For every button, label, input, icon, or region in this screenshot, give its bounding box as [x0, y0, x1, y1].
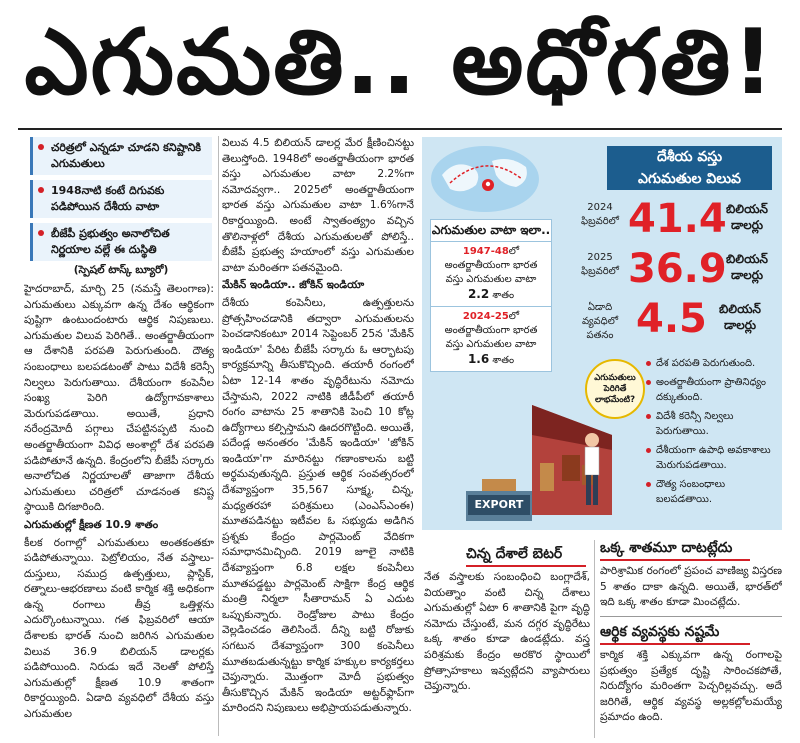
- article-column-1: [24, 282, 214, 737]
- subheading: ఎగుమతుల్లో క్షీణత 10.9 శాతం: [24, 518, 159, 531]
- column-divider: [218, 136, 219, 736]
- share-1948: 1947-48లో అంతర్జాతీయంగా భారత వస్తు ఎగుమతుల వాటా 2.2 శాతం: [444, 246, 538, 301]
- highlights-box: [30, 137, 212, 266]
- bullet-icon: [646, 380, 651, 385]
- article-paragraph: కీలక రంగాల్లో ఎగుమతులు అంతకంతకూ పడిపోతున్నాయి. పెట్రోలియం, నేత వస్త్రాలు-దుస్తులు, సముద్ర ఉత్పత్తులు, ప్లాస్టిక్, రత్నాలు-ఆభరణాలు వంటి కార్మిక శక్తి అధికంగా ఉన్న రంగాలు తీవ్ర ఒత్తిళ్లను ఎదుర్కొంటున్నాయి. గత ఫిబ్రవరిలో ఆయా దేశాలకు భారత్ నుంచి జరిగిన ఎగుమతుల విలువ 36.9 బిలియన్ డాలర్లకు పడిపోయింది. నిరుడు ఇదే నెలతో పోలిస్తే ఎగుమతుల్లో క్షీణత 10.9 శాతంగా రికార్డయ్యింది. ఏడాది వ్యవధిలో దేశీయ వస్తు ఎగుమతుల: [24, 536, 214, 721]
- stat-value: 36.9: [628, 246, 727, 292]
- globe-map-icon: [430, 145, 540, 213]
- question-bubble: ఎగుమతులు పెరిగితే లాభమేంటి?: [585, 359, 645, 419]
- benefits-list: [644, 356, 780, 511]
- infographic-title: దేశీయ వస్తు ఎగుమతుల విలువ: [607, 146, 772, 190]
- export-sign: EXPORT: [468, 495, 530, 515]
- stat-value: 41.4: [628, 196, 727, 242]
- headline: ఎగుమతి.. అధోగతి!: [24, 10, 776, 115]
- subheading: మేకిన్ ఇండియా.. జోకిన్ ఇండియా: [222, 279, 365, 292]
- economy-loss-text: కార్మిక శక్తి ఎక్కువగా ఉన్న రంగాలపై ప్రభుత్వం ప్రత్యేక దృష్టి సారించకపోతే, నిరుద్యోగం మరింతగా పెచ్చరిల్లవచ్చు. అదే జరిగితే, ఆర్థిక వ్యవస్థ అల్లకల్లోలమయ్యే ప్రమాదం ఉంది.: [600, 649, 782, 724]
- bullet-icon: [38, 187, 44, 193]
- stat-value: 4.5: [636, 296, 707, 342]
- highlight-item: బీజేపీ ప్రభుత్వం అనాలోచిత నిర్ణయాల వల్లే ఈ దుస్థితి: [30, 223, 212, 261]
- highlight-item: చరిత్రలో ఎన్నడూ చూడని కనిష్టానికి ఎగుమతులు: [30, 137, 212, 175]
- heading-underline: [600, 643, 750, 645]
- bullet-icon: [646, 414, 651, 419]
- stat-unit: బిలియన్ డాలర్లు: [719, 302, 761, 332]
- one-percent-text: పారిశ్రామిక రంగంలో ప్రపంచ వాణిజ్య విస్తరణ 5 శాతం దాకా ఉన్నది. అయితే, భారత్‌లో ఇది ఒక్క శాతం కూడా మించట్లేదు.: [600, 565, 782, 609]
- article-paragraph: హైదరాబాద్, మార్చి 25 (నమస్తే తెలంగాణ): ఎగుమతులు ఎక్కువగా ఉన్న దేశం ఆర్థికంగా పుష్టిగా ఉంటుందంటారు ఆర్థిక నిపుణులు. ఎగుమతుల విలువ పెరిగితే.. అంతర్జాతీయంగా ఆ దేశానికి పరపతి పెరుగుతుంది. దౌత్య సంబంధాలు బలపడటంతో పాటు విదేశీ కరెన్సీ నిల్వలు పెరుగుతాయి. దేశీయంగా కంపెనీల సంఖ్య పెరిగి ఉద్యోగావకాశాలు మెరుగుపడతాయి. అయితే, ప్రధాని నరేంద్రమోదీ పగ్గాలు చేపట్టినప్పటి నుంచి అంతర్జాతీయంగా వివిధ అంశాల్లో దేశ పరపతి పడిపోతూనే ఉన్నది. కేంద్రంలోని బీజేపీ సర్కారు అనాలోచిత నిర్ణయాలతో తాజాగా దేశీయ ఎగుమతులు చరిత్రలో చూడనంత కనిష్ట స్థాయికి దిగజారింది.: [24, 283, 214, 514]
- stat-unit: బిలియన్ డాలర్లు: [726, 202, 768, 232]
- benefit-item: దేశీయంగా ఉపాధి అవకాశాలు మెరుగుపడతాయి.: [644, 443, 780, 473]
- article-paragraph: విలువ 4.5 బిలియన్ డాలర్ల మేర క్షీణించినట్టు తెలుస్తోంది. 1948లో అంతర్జాతీయంగా భారత వస్తు ఎగుమతుల వాటా 2.2%గా నమోదవ్వగా.. 2025లో అంతర్జాతీయంగా భారత వస్తు ఎగుమతుల వాటా 1.6%గానే రికార్డయ్యింది. అంటే స్వాతంత్య్రం వచ్చిన తొలినాళ్లలో దేశీయ ఎగుమతులతో పోలిస్తే.. బీజేపీ ప్రభుత్వ హయాంలో వస్తు ఎగుమతుల వాటా మరింతగా పతనమైంది.: [222, 137, 414, 274]
- byline: (స్పెషల్ టాస్క్ బ్యూరో): [73, 264, 169, 276]
- share-title: ఎగుమతుల వాటా ఇలా..: [431, 220, 551, 242]
- bullet-icon: [646, 482, 651, 487]
- economy-loss-heading: ఆర్థిక వ్యవస్థకు నష్టమే: [600, 622, 719, 642]
- article-paragraph: దేశీయ కంపెనీలు, ఉత్పత్తులను ప్రోత్సహించడానికి తద్వారా ఎగుమతులను పెంచడానికంటూ 2014 సెప్టెంబర్ 25న 'మేకిన్ ఇండియా' పేరిట బీజేపీ సర్కారు ఓ ఆర్భాటపు కార్యక్రమాన్ని తీసుకొచ్చింది. తయారీ రంగంలో ఏటా 12-14 శాతం వృద్ధిరేటును నమోదు చేస్తామని, 2022 నాటికి జీడీపీలో తయారీ రంగం వాటాను 25 శాతానికి పెంచి 10 కోట్ల ఉద్యోగాలు కల్పిస్తామని ఊదరగొట్టింది. అయితే, పదేండ్ల అనంతరం 'మేకిన్ ఇండియా' 'జోకిన్ ఇండియా'గా మారినట్టు గణాంకాలను బట్టి అర్థమవుతున్నది. ప్రస్తుత ఆర్థిక సంవత్సరంలో దేశవ్యాప్తంగా 35,567 సూక్ష్మ, చిన్న, మధ్యతరహా పరిశ్రమలు (ఎంఎస్ఎంఈ) మూతపడినట్టు ఇటీవల ఓ సభ్యుడు అడిగిన ప్రశ్నకు కేంద్రం పార్లమెంట్ వేదికగా సమాధానమిచ్చింది. 2019 జూలై నాటికి దేశవ్యాప్తంగా 6.8 లక్షల కంపెనీలు మూతపడ్డట్టు పార్లమెంట్ సాక్షిగా కేంద్ర ఆర్థిక మంత్రి నిర్మలా సీతారామన్ ఏ ఎదుట ఒప్పుకున్నారు. రెండ్రోజుల పాటు కేంద్రం వెల్లడించడం తెలిసిందే. దీన్ని బట్టి రోజుకు సగటున దేశవ్యాప్తంగా 300 కంపెనీలు మూతబడుతున్నట్టు కార్మిక హక్కుల కార్యకర్తలు చెప్తున్నారు. మొత్తంగా మోదీ ప్రభుత్వం తీసుకొచ్చిన మేకిన్ ఇండియా అట్టర్‌ఫ్లాప్‌గా మారిందని నిపుణులు అభిప్రాయపడుతున్నారు.: [222, 296, 414, 715]
- stat-unit: బిలియన్ డాలర్లు: [726, 252, 768, 282]
- article-column-2: [222, 136, 414, 736]
- stat-label: 2024 ఫిబ్రవరిలో: [581, 202, 619, 227]
- benefit-item: దేశ పరపతి పెరుగుతుంది.: [644, 356, 780, 371]
- column-divider: [594, 540, 595, 738]
- stat-label: 2025 ఫిబ్రవరిలో: [581, 252, 619, 277]
- heading-underline: [466, 565, 586, 567]
- highlight-item: 1948నాటి కంటే దిగువకు పడిపోయిన దేశీయ వాటా: [30, 180, 212, 218]
- headline-rule: [18, 128, 782, 130]
- section-divider: [600, 616, 782, 617]
- infographic-panel: [422, 137, 782, 530]
- small-countries-heading: చిన్న దేశాలే బెటర్: [466, 544, 562, 564]
- benefit-item: విదేశీ కరెన్సీ నిల్వలు పెరుగుతాయి.: [644, 409, 780, 439]
- one-percent-heading: ఒక్క శాతమూ దాటట్లేదు: [600, 538, 732, 558]
- heading-underline: [600, 559, 750, 561]
- bullet-icon: [38, 230, 44, 236]
- benefit-item: అంతర్జాతీయంగా ప్రాతినిధ్యం దక్కుతుంది.: [644, 375, 780, 405]
- bullet-icon: [646, 448, 651, 453]
- bullet-icon: [38, 144, 44, 150]
- benefit-item: దౌత్య సంబంధాలు బలపడతాయి.: [644, 477, 780, 507]
- export-share-box: [430, 219, 552, 372]
- stat-label: ఏడాది వ్యవధిలో పతనం: [581, 302, 619, 341]
- share-2025: 2024-25లో అంతర్జాతీయంగా భారత వస్తు ఎగుమతుల వాటా 1.6 శాతం: [431, 306, 551, 371]
- small-countries-text: నేత వస్త్రాలకు సంబంధించి బంగ్లాదేశ్, వియత్నాం వంటి చిన్న దేశాలు ఎగుమతుల్లో ఏటా 6 శాతానికి పైగా వృద్ధి నమోదు చేస్తుంటే, మన దగ్గర వృద్ధిరేటు ఒక్క శాతం కూడా ఉండట్లేదు. వస్త్ర పరిశ్రమకు కేంద్రం అరకొర స్థాయిలో ప్రోత్సాహకాలు ఇవ్వట్లేదని వ్యాపారులు చెప్తున్నారు.: [424, 571, 590, 693]
- bullet-icon: [646, 361, 651, 366]
